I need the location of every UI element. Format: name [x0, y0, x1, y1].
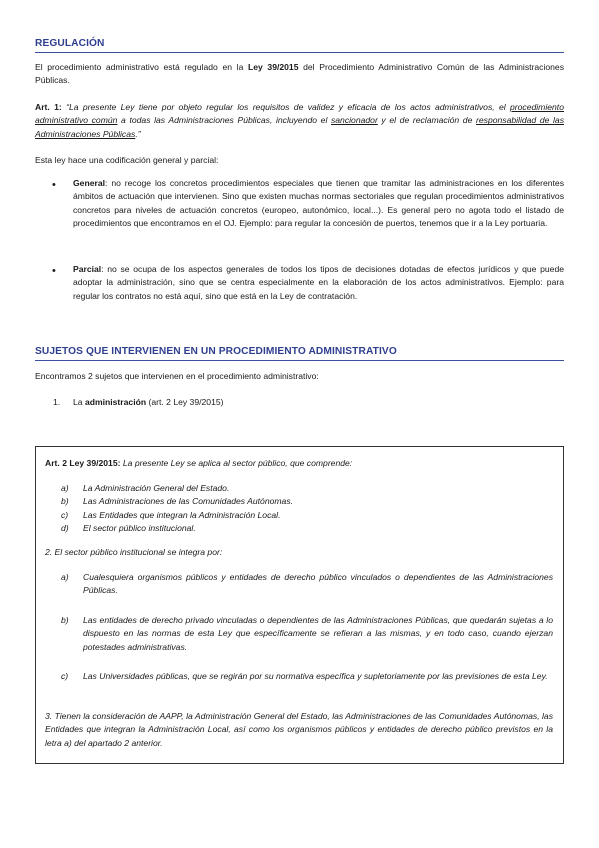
art1-quote-1: “La presente Ley tiene por objeto regular los requisitos de validez y eficacia de los actos administrativos, el — [61, 102, 510, 112]
section-heading-sujetos: SUJETOS QUE INTERVIENEN EN UN PROCEDIMIENTO ADMINISTRATIVO — [35, 346, 564, 361]
list-letter: a) — [61, 572, 69, 582]
art1-underline-3: responsabilidad de las Administraciones Públicas — [35, 115, 564, 139]
item1-pre: La — [73, 397, 85, 407]
list-item: Cualesquiera organismos públicos y entidades de derecho público vinculados o dependientes de las Administraciones Públicas. — [83, 572, 553, 596]
art1-quote-2: a todas las Administraciones Públicas, incluyendo el — [117, 115, 331, 126]
intro-paragraph — [35, 61, 564, 88]
list-letter: c) — [61, 671, 69, 681]
section-2-line: 2. El sector público institucional se integra por: — [45, 547, 223, 557]
art1-quote-3: y el de reclamación de — [377, 115, 476, 126]
art2-text: La presente Ley se aplica al sector público, que comprende: — [120, 458, 353, 468]
art2-heading-line — [45, 457, 550, 470]
general-label: General — [73, 178, 106, 188]
item1-bold: administración — [84, 397, 147, 407]
general-text: : no recoge los concretos procedimientos especiales que tienen que tramitar las administraciones en los diferentes ámbitos de actuación que intervienen. Sino que existen muchas normas sectoriales que regulan procedimientos administrativos concretos para niveles de actuación concretos (europeo, autonómico, local...). Es general pero no agota todo el listado de procedimientos que encontramos en el OJ. Ejemplo: para regular la concesión de puertos, tenemos que ir a la Ley portuaria. — [73, 178, 564, 229]
list-letter: c) — [61, 510, 69, 520]
list-item: El sector público institucional. — [83, 523, 196, 533]
art1-label: Art. 1: — [35, 102, 62, 112]
bullet-parcial — [73, 263, 564, 303]
art1-underline-2: sancionador — [330, 115, 378, 126]
list-item: La Administración General del Estado. — [83, 483, 230, 493]
law-reference: Ley 39/2015 — [247, 62, 299, 72]
list-letter: b) — [61, 615, 69, 625]
intro-text-1: El procedimiento administrativo está regulado en la — [35, 62, 248, 72]
numbered-item-number: 1. — [53, 397, 61, 407]
art2-quote-box — [35, 446, 564, 764]
list-letter: a) — [61, 483, 69, 493]
section-heading-regulacion: REGULACIÓN — [35, 38, 564, 53]
bullet-icon: • — [52, 265, 56, 277]
parcial-label: Parcial — [73, 264, 102, 274]
list-letter: d) — [61, 523, 69, 533]
list-item: Las Entidades que integran la Administración Local. — [83, 510, 281, 520]
sujetos-intro: Encontramos 2 sujetos que intervienen en el procedimiento administrativo: — [35, 371, 319, 381]
art1-underline-1: procedimiento administrativo común — [35, 102, 564, 126]
list-item: Las entidades de derecho privado vinculadas o dependientes de las Administraciones Públicas, que quedarán sujetas a lo dispuesto en las normas de esta Ley que específicamente se refieran a las mismas, y en todo caso, cuando ejerzan potestades administrativas. — [83, 615, 553, 652]
parcial-text: : no se ocupa de los aspectos generales de todos los tipos de decisiones dotadas de efectos jurídicos y que puede adoptar la administración, sino que se centra especialmente en la elaboración de los actos administrativos. Ejemplo: para regular los contratos no está aquí, sino que está en la Ley de contratación. — [73, 264, 564, 301]
list-item: Las Universidades públicas, que se regirán por su normativa específica y supletoriamente por las previsiones de esta Ley. — [83, 671, 548, 681]
art1-quote-4: .” — [135, 128, 141, 139]
art2-label: Art. 2 Ley 39/2015: — [45, 458, 121, 468]
art1-paragraph — [35, 101, 564, 141]
bullet-general — [73, 177, 564, 231]
intro-text-2: del Procedimiento Administrativo Común de las Administraciones Públicas. — [35, 62, 564, 86]
list-item: Las Administraciones de las Comunidades Autónomas. — [83, 496, 294, 506]
item1-post: (art. 2 Ley 39/2015) — [146, 397, 224, 407]
codification-line: Esta ley hace una codificación general y parcial: — [35, 155, 219, 165]
section-3-paragraph: 3. Tienen la consideración de AAPP, la Administración General del Estado, las Administraciones de las Comunidades Autónomas, las Entidades que integran la Administración Local, así como los organismos públicos y entidades de derecho público previstos en la letra a) del apartado 2 anterior. — [45, 711, 553, 748]
list-letter: b) — [61, 496, 69, 506]
numbered-item-administracion — [73, 396, 564, 409]
bullet-icon: • — [52, 179, 56, 191]
